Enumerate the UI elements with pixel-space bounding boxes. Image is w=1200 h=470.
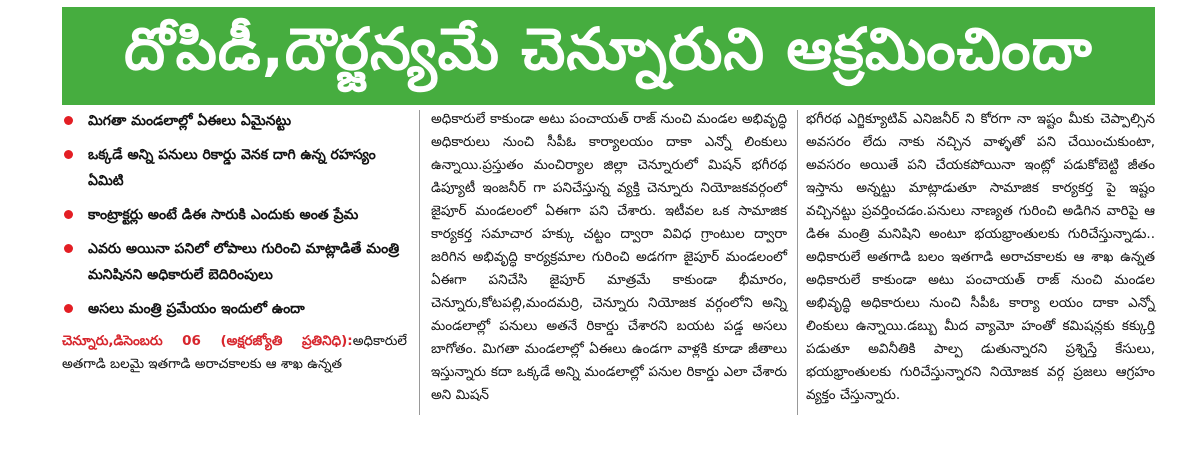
column-divider [419, 110, 420, 415]
column-1 [62, 108, 407, 376]
bullet-dot-icon [64, 304, 73, 313]
highlights-list [62, 108, 407, 322]
dateline-place: చెన్నూరు,డిసెంబరు 06 (అక్షరజ్యోతి ప్రతినిధి): [62, 333, 353, 349]
article-dateline [62, 330, 407, 376]
highlight-item [62, 108, 407, 134]
bullet-dot-icon [64, 244, 73, 253]
highlight-text: కాంట్రాక్టర్లు అంటే డిఈ సారుకి ఎందుకు అంత ప్రేమ [88, 207, 359, 223]
highlight-text: మిగతా మండలాల్లో ఏఈలు ఏమైనట్టు [88, 113, 292, 129]
column-3 [806, 108, 1155, 407]
highlight-text: ఎవరు అయినా పనిలో లోపాలు గురించి మాట్లాడితే మంత్రి మనిషినని అధికారులే బెదిరింపులు [88, 241, 400, 283]
article-body-column-2: అధికారులే కాకుండా అటు పంచాయత్ రాజ్ నుంచి మండల అభివృద్ధి అధికారులు నుంచి సీపీఓ కార్యాలయం దాకా ఎన్నో లింకులు ఉన్నాయి.ప్రస్తుతం మంచిర్యాల జిల్లా చెన్నూరులో మిషన్ భగీరథ డిప్యూటీ ఇంజనీర్ గా పనిచేస్తున్న వ్యక్తి చెన్నూరు నియోజకవర్గంలో జైపూర్ మండలంలో ఏఈగా పని చేశారు. ఇటీవల ఒక సామాజిక కార్యకర్త సమాచార హక్కు చట్టం ద్వారా వివిధ గ్రాంటుల ద్వారా జరిగిన అభివృద్ధి కార్యక్రమాల గురించి అడగగా జైపూర్ మండలంలో ఏఈగా పనిచేసి జైపూర్ మాత్రమే కాకుండా భీమారం, చెన్నూరు,కోటపల్లి,మందమర్రి, చెన్నూరు నియోజక వర్గంలోని అన్ని మండలాల్లో పనులు అతనే రికార్డు చేశారని బయట పడ్డ అసలు బాగోతం. మిగతా మండలాల్లో ఏఈలు ఉండగా వాళ్లకి కూడా జీతాలు ఇస్తున్నారు కదా ఒక్కడే అన్ని మండలాల్లో పనుల రికార్డు ఎలా చేశారు అని మిషన్ [431, 111, 787, 403]
bullet-dot-icon [64, 210, 73, 219]
highlight-text: అసలు మంత్రి ప్రమేయం ఇందులో ఉందా [88, 301, 305, 317]
dateline-text: అధికారులే అతగాడి బలమై ఇతగాడి అరాచకాలకు ఆ శాఖ ఉన్నత [62, 333, 407, 372]
headline-banner [62, 7, 1155, 105]
highlight-item [62, 202, 407, 228]
column-2 [431, 108, 787, 407]
highlight-item [62, 296, 407, 322]
headline: దోపిడీ,దౌర్జన్యమే చెన్నూరుని ఆక్రమించిందా [124, 14, 1093, 83]
bullet-dot-icon [64, 116, 73, 125]
highlight-text: ఒక్కడే అన్ని పనులు రికార్డు వెనక దాగి ఉన్న రహస్యం ఏమిటి [88, 147, 376, 189]
highlight-item [62, 142, 407, 194]
bullet-dot-icon [64, 150, 73, 159]
next-headline-cropped [62, 430, 1155, 470]
column-divider [797, 110, 798, 415]
highlight-item [62, 236, 407, 288]
article-body-column-3: భగీరథ ఎగ్జిక్యూటివ్ ఎనిజనీర్ ని కోరగా నా ఇష్టం మీకు చెప్పాల్సిన అవసరం లేదు నాకు నచ్చిన వాళ్ళతో పని చేయించుకుంటా, అవసరం అయితే పని చేయకపోయినా ఇంట్లో పడుకోబెట్టి జీతం ఇస్తాను అన్నట్టు మాట్లాడుతూ సామాజిక కార్యకర్త పై ఇష్టం వచ్చినట్టు ప్రవర్తించడం.పనులు నాణ్యత గురించి అడిగిన వారిపై ఆ డిఈ మంత్రి మనిషిని అంటూ భయభ్రాంతులకు గురిచేస్తున్నాడు.. అధికారులే అతగాడి బలం ఇతగాడి అరాచకాలకు ఆ శాఖ ఉన్నత అధికారులే కాకుండా అటు పంచాయత్ రాజ్ నుంచి మండల అభివృద్ధి అధికారులు నుంచి సీపీఓ కార్యా లయం దాకా ఎన్నో లింకులు ఉన్నాయి.డబ్బు మీద వ్యామో హంతో కమిషన్లకు కక్కుర్తి పడుతూ అవినీతికి పాల్ప డుతున్నారని ప్రశ్నిస్తే కేసులు, భయభ్రాంతులకు గురిచేస్తున్నారని నియోజక వర్గ ప్రజలు ఆగ్రహం వ్యక్తం చేస్తున్నారు. [806, 111, 1155, 403]
